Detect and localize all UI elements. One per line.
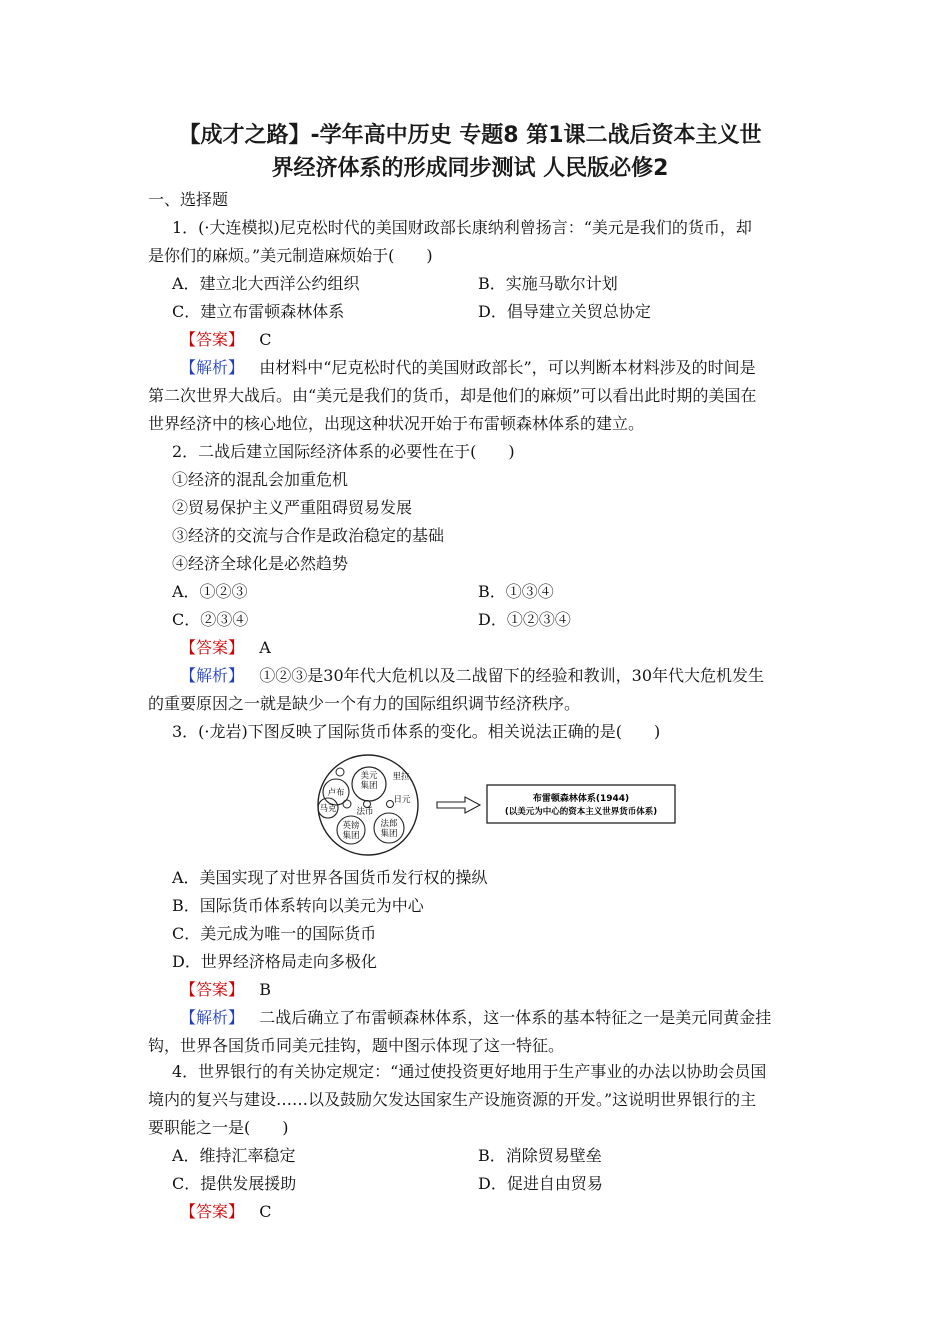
q1-answer bbox=[180, 328, 272, 352]
q3-explanation-line-2: 钩，世界各国货币同美元挂钩，题中图示体现了这一特征。 bbox=[148, 1036, 565, 1055]
small-circle bbox=[336, 768, 344, 776]
q4-option-d: D．促进自由贸易 bbox=[478, 1174, 603, 1193]
explanation-tag: 【解析】 bbox=[180, 666, 245, 685]
answer-value: B bbox=[259, 980, 272, 999]
explanation-text: ①②③是30年代大危机以及二战留下的经验和教训，30年代大危机发生 bbox=[259, 666, 765, 685]
q2-option-b: B．①③④ bbox=[478, 582, 554, 601]
explanation-tag: 【解析】 bbox=[180, 358, 245, 377]
q1-stem-line-2: 是你们的麻烦。”美元制造麻烦始于( ) bbox=[148, 246, 433, 265]
q4-stem-line-3: 要职能之一是( ) bbox=[148, 1118, 289, 1137]
usd-group-label-1: 美元集团 bbox=[360, 771, 378, 791]
q3-option-c: C．美元成为唯一的国际货币 bbox=[172, 924, 377, 943]
q2-option-a: A．①②③ bbox=[172, 582, 248, 601]
answer-value: C bbox=[259, 1202, 272, 1221]
q3-explanation-line-1 bbox=[180, 1006, 771, 1030]
ruble-label: 卢布 bbox=[327, 788, 345, 798]
q2-option-d: D．①②③④ bbox=[478, 610, 571, 629]
q2-stem: 2．二战后建立国际经济体系的必要性在于( ) bbox=[172, 442, 515, 461]
mark-label: 马克 bbox=[319, 804, 337, 814]
answer-tag: 【答案】 bbox=[180, 330, 245, 349]
q2-item-1: ①经济的混乱会加重危机 bbox=[172, 470, 349, 489]
q4-stem-line-1: 4．世界银行的有关协定规定：“通过使投资更好地用于生产事业的办法以协助会员国 bbox=[172, 1062, 767, 1081]
section-heading: 一、选择题 bbox=[148, 190, 229, 209]
q1-option-a: A．建立北大西洋公约组织 bbox=[172, 274, 360, 293]
explanation-tag: 【解析】 bbox=[180, 1008, 245, 1027]
answer-tag: 【答案】 bbox=[180, 638, 245, 657]
q2-option-c: C．②③④ bbox=[172, 610, 249, 629]
yen-label: 日元 bbox=[393, 795, 411, 805]
q3-option-b: B．国际货币体系转向以美元为中心 bbox=[172, 896, 424, 915]
right-arrow-icon bbox=[437, 797, 480, 813]
q3-option-a: A．美国实现了对世界各国货币发行权的操纵 bbox=[172, 868, 488, 887]
q3-stem: 3．(·龙岩)下图反映了国际货币体系的变化。相关说法正确的是( ) bbox=[172, 722, 661, 741]
q1-option-b: B．实施马歇尔计划 bbox=[478, 274, 618, 293]
q2-item-2: ②贸易保护主义严重阻碍贸易发展 bbox=[172, 498, 413, 517]
currency-system-figure bbox=[305, 752, 685, 862]
answer-tag: 【答案】 bbox=[180, 980, 245, 999]
answer-value: C bbox=[259, 330, 272, 349]
bretton-woods-title: 布雷顿森林体系(1944) bbox=[532, 794, 630, 804]
bretton-woods-box bbox=[487, 785, 675, 823]
explanation-text: 二战后确立了布雷顿森林体系，这一体系的基本特征之一是美元同黄金挂 bbox=[259, 1008, 772, 1027]
small-circle bbox=[343, 800, 351, 808]
q4-option-a: A．维持汇率稳定 bbox=[172, 1146, 296, 1165]
q1-option-d: D．倡导建立关贸总协定 bbox=[478, 302, 651, 321]
q2-explanation-line-1 bbox=[180, 664, 764, 688]
q1-option-c: C．建立布雷顿森林体系 bbox=[172, 302, 345, 321]
q3-answer bbox=[180, 978, 271, 1002]
franc-label: 法币 bbox=[356, 807, 374, 817]
frf-group-label: 法郎集团 bbox=[380, 819, 398, 839]
explanation-text: 由材料中“尼克松时代的美国财政部长”，可以判断本材料涉及的时间是 bbox=[259, 358, 756, 377]
q3-option-d: D．世界经济格局走向多极化 bbox=[172, 952, 377, 971]
q4-stem-line-2: 境内的复兴与建设……以及鼓励欠发达国家生产设施资源的开发。”这说明世界银行的主 bbox=[148, 1090, 757, 1109]
q2-answer bbox=[180, 636, 271, 660]
q4-option-b: B．消除贸易壁垒 bbox=[478, 1146, 602, 1165]
gbp-group-label: 英镑集团 bbox=[342, 821, 360, 841]
lira-label: 里拉 bbox=[392, 772, 410, 782]
q1-explanation-line-3: 世界经济中的核心地位，出现这种状况开始于布雷顿森林体系的建立。 bbox=[148, 414, 645, 433]
document-title-line-1: 【成才之路】-学年高中历史 专题8 第1课二战后资本主义世 bbox=[178, 123, 762, 148]
answer-value: A bbox=[259, 638, 271, 657]
q2-item-3: ③经济的交流与合作是政治稳定的基础 bbox=[172, 526, 445, 545]
q1-explanation-line-2: 第二次世界大战后。由“美元是我们的货币，却是他们的麻烦”可以看出此时期的美国在 bbox=[148, 386, 757, 405]
q1-stem-line-1: 1．(·大连模拟)尼克松时代的美国财政部长康纳利曾扬言：“美元是我们的货币，却 bbox=[172, 218, 752, 237]
document-title-line-2: 界经济体系的形成同步测试 人民版必修2 bbox=[271, 156, 669, 181]
q1-explanation-line-1 bbox=[180, 356, 756, 380]
q2-item-4: ④经济全球化是必然趋势 bbox=[172, 554, 349, 573]
answer-tag: 【答案】 bbox=[180, 1202, 245, 1221]
q2-explanation-line-2: 的重要原因之一就是缺少一个有力的国际组织调节经济秩序。 bbox=[148, 694, 581, 713]
q4-option-c: C．提供发展援助 bbox=[172, 1174, 297, 1193]
small-circle bbox=[387, 801, 394, 808]
q4-answer bbox=[180, 1200, 272, 1224]
bretton-woods-subtitle: (以美元为中心的资本主义世界货币体系) bbox=[504, 807, 658, 817]
